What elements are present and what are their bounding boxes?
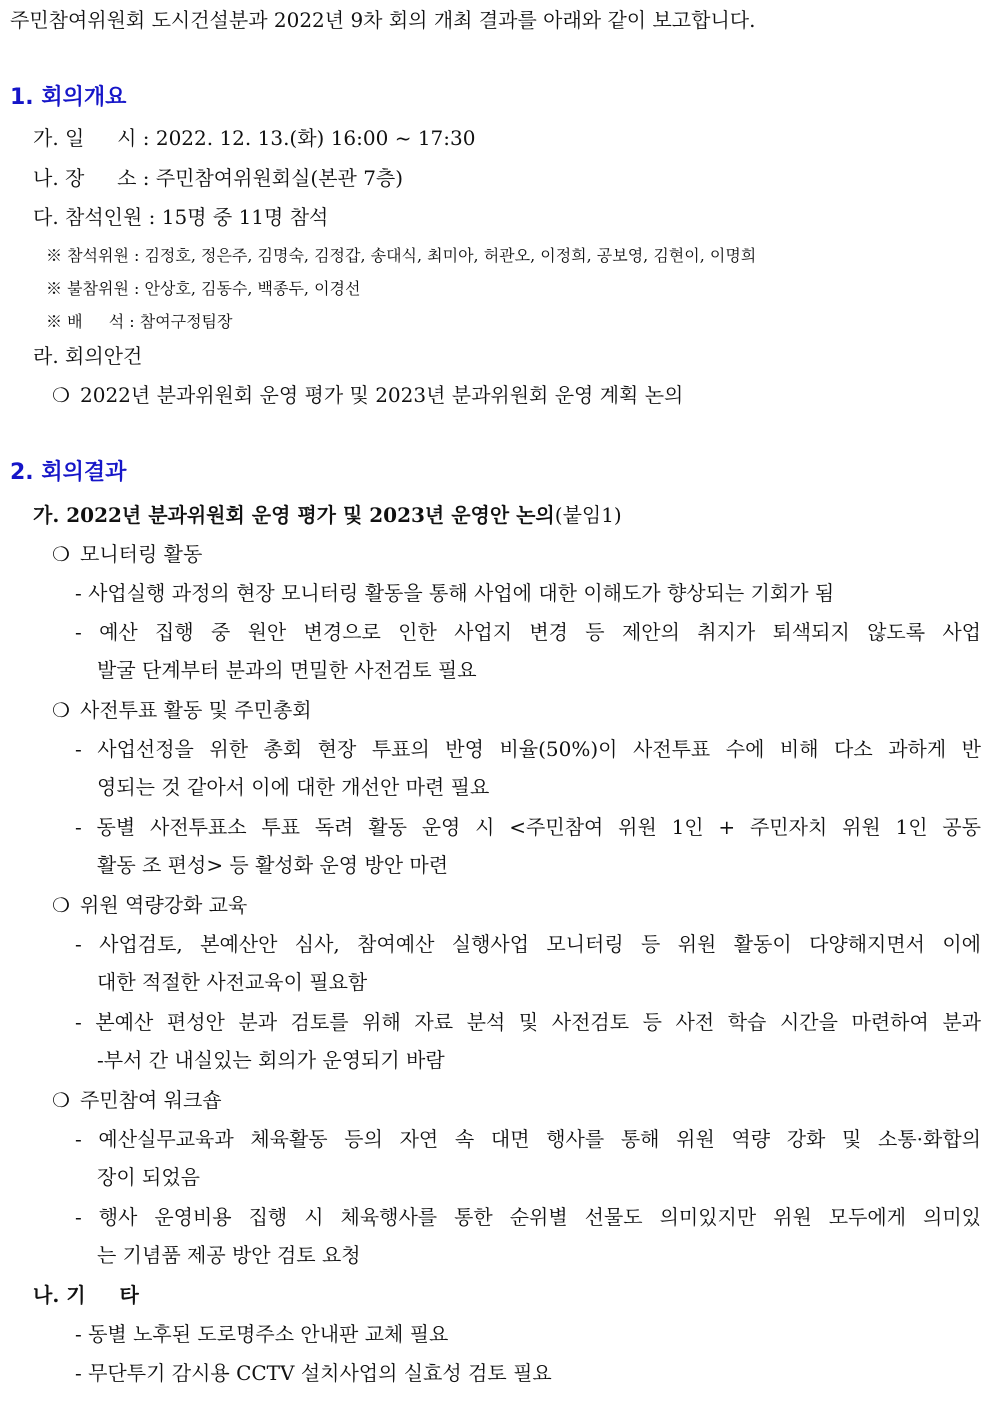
attendee-list: ※ 참석위원 : 김정호, 정은주, 김명숙, 김정갑, 송대식, 최미아, 허관오, 이정희, 공보영, 김현이, 이명희 xyxy=(46,246,757,265)
list-item: - 사업실행 과정의 현장 모니터링 활동을 통해 사업에 대한 이해도가 향상되는 기회가 됨 xyxy=(75,581,835,605)
meeting-date: 가. 일 시 : 2022. 12. 13.(화) 16:00 ~ 17:30 xyxy=(33,126,476,150)
list-item-continuation: 대한 적절한 사전교육이 필요함 xyxy=(97,970,368,994)
bullet-prevote: ❍ 사전투표 활동 및 주민총회 xyxy=(52,698,312,722)
bullet-circle-icon: ❍ xyxy=(52,383,70,407)
agenda-item: ❍ 2022년 분과위원회 운영 평가 및 2023년 분과위원회 운영 계획 논의 xyxy=(52,383,684,407)
list-item: - 사업선정을 위한 총회 현장 투표의 반영 비율(50%)이 사전투표 수에 비해 다소 과하게 반 xyxy=(75,737,981,761)
list-item-continuation: 활동 조 편성> 등 활성화 운영 방안 마련 xyxy=(97,853,449,877)
bullet-workshop: ❍ 주민참여 워크숍 xyxy=(52,1088,222,1112)
list-item: - 행사 운영비용 집행 시 체육행사를 통한 순위별 선물도 의미있지만 위원 모두에게 의미있 xyxy=(75,1205,981,1229)
agenda-label: 라. 회의안건 xyxy=(33,344,143,368)
bullet-training: ❍ 위원 역량강화 교육 xyxy=(52,893,248,917)
subsection-a-title: 가. 2022년 분과위원회 운영 평가 및 2023년 운영안 논의(붙임1) xyxy=(33,503,622,527)
list-item: - 동별 사전투표소 투표 독려 활동 운영 시 <주민참여 위원 1인 + 주민자치 위원 1인 공동 xyxy=(75,815,981,839)
list-item-continuation: 발굴 단계부터 분과의 면밀한 사전검토 필요 xyxy=(97,658,477,682)
bullet-circle-icon: ❍ xyxy=(52,1088,70,1112)
list-item: - 동별 노후된 도로명주소 안내판 교체 필요 xyxy=(75,1322,449,1346)
observer-list: ※ 배 석 : 참여구정팀장 xyxy=(46,312,233,331)
subsection-b-title: 나. 기 타 xyxy=(33,1283,139,1307)
intro-text: 주민참여위원회 도시건설분과 2022년 9차 회의 개최 결과를 아래와 같이 보고합니다. xyxy=(10,8,756,32)
absentee-list: ※ 불참위원 : 안상호, 김동수, 백종두, 이경선 xyxy=(46,279,361,298)
list-item-continuation: 장이 되었음 xyxy=(97,1165,200,1189)
section-1-heading: 1. 회의개요 xyxy=(10,85,127,110)
list-item: - 본예산 편성안 분과 검토를 위해 자료 분석 및 사전검토 등 사전 학습 시간을 마련하여 분과 xyxy=(75,1010,981,1034)
section-2-heading: 2. 회의결과 xyxy=(10,460,127,485)
list-item-continuation: 영되는 것 같아서 이에 대한 개선안 마련 필요 xyxy=(97,775,490,799)
bullet-circle-icon: ❍ xyxy=(52,698,70,722)
bullet-circle-icon: ❍ xyxy=(52,542,70,566)
attendance-count: 다. 참석인원 : 15명 중 11명 참석 xyxy=(33,205,329,229)
bullet-circle-icon: ❍ xyxy=(52,893,70,917)
list-item: - 무단투기 감시용 CCTV 설치사업의 실효성 검토 필요 xyxy=(75,1361,552,1385)
list-item-continuation: 는 기념품 제공 방안 검토 요청 xyxy=(97,1243,361,1267)
bullet-monitoring: ❍ 모니터링 활동 xyxy=(52,542,203,566)
list-item: - 사업검토, 본예산안 심사, 참여예산 실행사업 모니터링 등 위원 활동이 다양해지면서 이에 xyxy=(75,932,981,956)
list-item-continuation: -부서 간 내실있는 회의가 운영되기 바람 xyxy=(97,1048,445,1072)
meeting-place: 나. 장 소 : 주민참여위원회실(본관 7층) xyxy=(33,166,404,190)
list-item: - 예산실무교육과 체육활동 등의 자연 속 대면 행사를 통해 위원 역량 강화 및 소통·화합의 xyxy=(75,1127,981,1151)
list-item: - 예산 집행 중 원안 변경으로 인한 사업지 변경 등 제안의 취지가 퇴색되지 않도록 사업 xyxy=(75,620,981,644)
